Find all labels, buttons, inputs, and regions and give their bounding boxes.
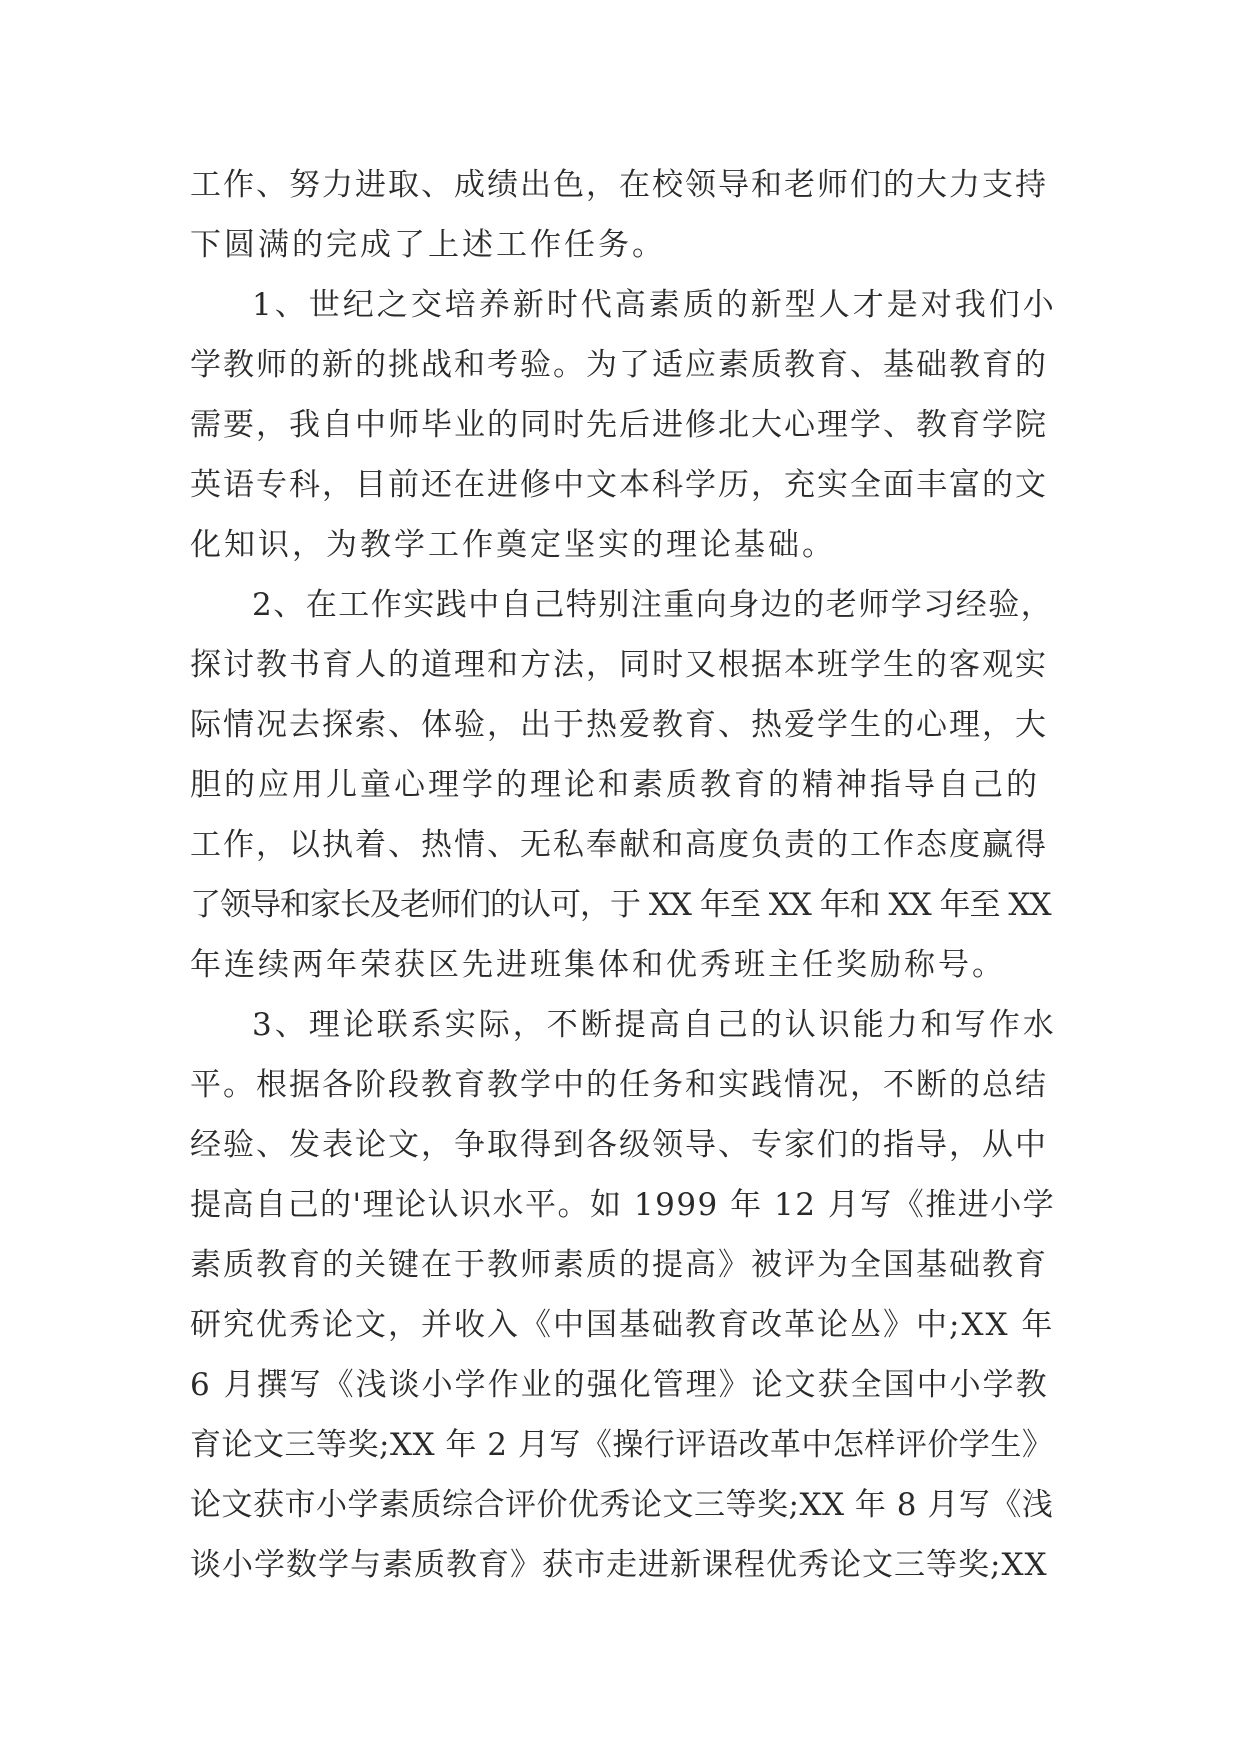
paragraph-3-start: 3、理论联系实际，不断提高自己的认识能力和写作水: [252, 1007, 1057, 1043]
text-line: 育论文三等奖;XX 年 2 月写《操行评语改革中怎样评价学生》: [190, 1427, 1054, 1463]
text-line: 研究优秀论文，并收入《中国基础教育改革论丛》中;XX 年: [190, 1307, 1055, 1343]
text-line: 了领导和家长及老师们的认可，于 XX 年至 XX 年和 XX 年至 XX: [190, 887, 1051, 923]
paragraph-1-start: 1、世纪之交培养新时代高素质的新型人才是对我们小: [252, 287, 1057, 323]
text-line: 平。根据各阶段教育教学中的任务和实践情况，不断的总结: [190, 1067, 1048, 1103]
text-line: 下圆满的完成了上述工作任务。: [190, 227, 666, 263]
text-line: 素质教育的关键在于教师素质的提高》被评为全国基础教育: [190, 1247, 1048, 1283]
text-line: 学教师的新的挑战和考验。为了适应素质教育、基础教育的: [190, 347, 1048, 383]
text-line: 际情况去探索、体验，出于热爱教育、热爱学生的心理，大: [190, 707, 1048, 743]
paragraph-2-start: 2、在工作实践中自己特别注重向身边的老师学习经验，: [252, 587, 1054, 623]
text-line: 经验、发表论文，争取得到各级领导、专家们的指导，从中: [190, 1127, 1048, 1163]
text-line: 英语专科，目前还在进修中文本科学历，充实全面丰富的文: [190, 467, 1048, 503]
text-line: 工作，以执着、热情、无私奉献和高度负责的工作态度赢得: [190, 827, 1048, 863]
document-body: [190, 155, 1060, 1595]
text-line: 谈小学数学与素质教育》获市走进新课程优秀论文三等奖;XX: [190, 1547, 1048, 1583]
text-line: 提高自己的'理论认识水平。如 1999 年 12 月写《推进小学: [190, 1187, 1056, 1223]
text-line: 胆的应用儿童心理学的理论和素质教育的精神指导自己的: [190, 767, 1040, 803]
text-line: 6 月撰写《浅谈小学作业的强化管理》论文获全国中小学教: [190, 1367, 1049, 1403]
text-line: 需要，我自中师毕业的同时先后进修北大心理学、教育学院: [190, 407, 1048, 443]
text-line: 年连续两年荣获区先进班集体和优秀班主任奖励称号。: [190, 947, 1006, 983]
text-line: 论文获市小学素质综合评价优秀论文三等奖;XX 年 8 月写《浅: [190, 1487, 1054, 1523]
text-line: 探讨教书育人的道理和方法，同时又根据本班学生的客观实: [190, 647, 1048, 683]
text-line: 化知识，为教学工作奠定坚实的理论基础。: [190, 527, 836, 563]
text-line: 工作、努力进取、成绩出色，在校领导和老师们的大力支持: [190, 167, 1048, 203]
